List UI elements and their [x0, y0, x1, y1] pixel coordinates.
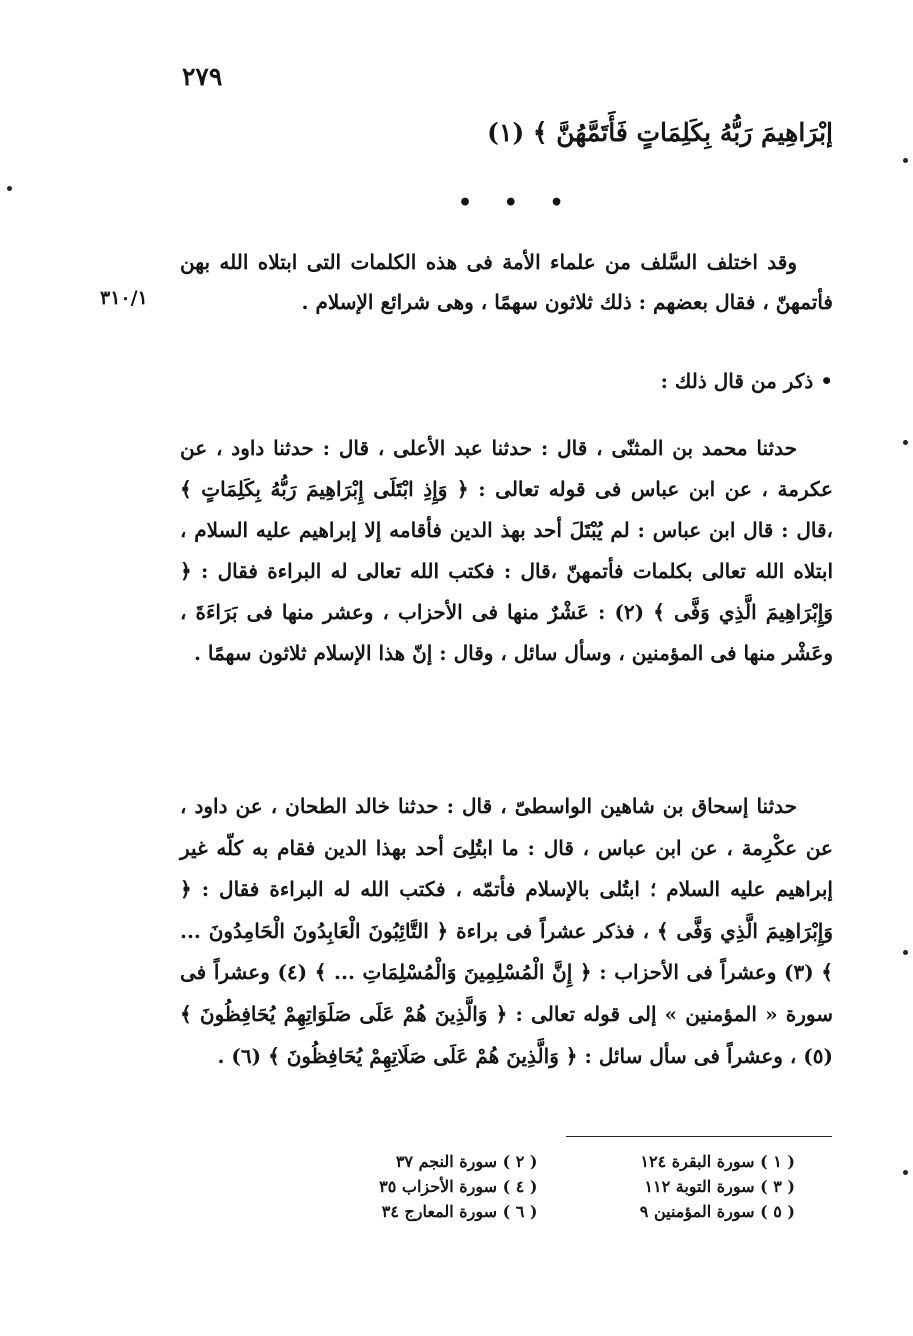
scan-mark — [903, 950, 908, 955]
footnote-2: ( ٢ ) سورة النجم ٣٧ — [395, 1152, 538, 1171]
footnote-6: ( ٦ ) سورة المعارج ٣٤ — [381, 1202, 538, 1221]
second-report-paragraph: حدثنا إسحاق بن شاهين الواسطىّ ، قال : حدثنا خالد الطحان ، عن داود ، عن عكْرِمة ، عن ابن عباس ، قال : ما ابتُلِىَ أحد بهذا الدين فقام به كلّه غير إبراهيم عليه السلام ؛ ابتُلى بالإسلام فأتمّه ، فكتب الله له البراءة فقال : ﴿ وَإِبْرَاهِيمَ الَّذِي وَفَّى ﴾ ، فذكر عشراً فى براءة ﴿ التَّائِبُونَ الْعَابِدُونَ الْحَامِدُونَ ... ﴾ (٣) وعشراً فى الأحزاب : ﴿ إِنَّ الْمُسْلِمِينَ وَالْمُسْلِمَاتِ ... ﴾ (٤) وعشراً فى سورة « المؤمنين » إلى قوله تعالى : ﴿ وَالَّذِينَ هُمْ عَلَى صَلَوَاتِهِمْ يُحَافِظُونَ ﴾ (٥) ، وعشراً فى سأل سائل : ﴿ وَالَّذِينَ هُمْ عَلَى صَلَاتِهِمْ يُحَافِظُونَ ﴾ (٦) . — [180, 794, 833, 1068]
footnote-divider — [566, 1136, 832, 1137]
intro-paragraph: وقد اختلف السَّلف من علماء الأمة فى هذه الكلمات التى ابتلاه الله بهن فأتمهنّ ، فقال بعضهم : ذلك ثلاثون سهمًا ، وهى شرائع الإسلام . — [180, 250, 833, 314]
scan-mark — [903, 1170, 908, 1175]
footnote-3: ( ٣ ) سورة التوبة ١١٢ — [644, 1177, 795, 1196]
section-heading: • ذكر من قال ذلك : — [660, 369, 833, 393]
first-report-paragraph: حدثنا محمد بن المثنّى ، قال : حدثنا عبد الأعلى ، قال : حدثنا داود ، عن عكرمة ، عن ابن عباس فى قوله تعالى : ﴿ وَإِذِ ابْتَلَى إِبْرَاهِيمَ رَبُّهُ بِكَلِمَاتٍ ﴾ ،قال : قال ابن عباس : لم يُبْتَلَ أحد بهذ الدين فأقامه إلا إبراهيم عليه السلام ، ابتلاه الله تعالى بكلمات فأتمهنّ ،قال : فكتب الله تعالى له البراءة فقال : ﴿ وَإِبْرَاهِيمَ الَّذِي وَفَّى ﴾ (٢) : عَشْرٌ منها فى الأحزاب ، وعشر منها فى بَرَاءَةَ ، وعَشْر منها فى المؤمنين ، وسأل سائل ، وقال : إنّ هذا الإسلام ثلاثون سهمًا . — [180, 436, 833, 665]
footnote-1: ( ١ ) سورة البقرة ١٢٤ — [640, 1152, 795, 1171]
scan-mark — [7, 186, 12, 191]
scan-mark — [903, 440, 908, 445]
scan-mark — [903, 158, 908, 163]
footnote-4: ( ٤ ) سورة الأحزاب ٣٥ — [379, 1177, 538, 1196]
page-number: ٢٧٩ — [182, 62, 223, 91]
section-separator: • • • — [458, 190, 576, 216]
footnotes — [320, 1152, 795, 1221]
quran-verse-line: إبْرَاهِيمَ رَبُّهُ بِكَلِمَاتٍ فَأَتَمَّهُنَّ ﴾ (١) — [487, 118, 833, 147]
footnote-5: ( ٥ ) سورة المؤمنين ٩ — [639, 1202, 795, 1221]
margin-reference: ٣١٠/١ — [100, 287, 148, 309]
